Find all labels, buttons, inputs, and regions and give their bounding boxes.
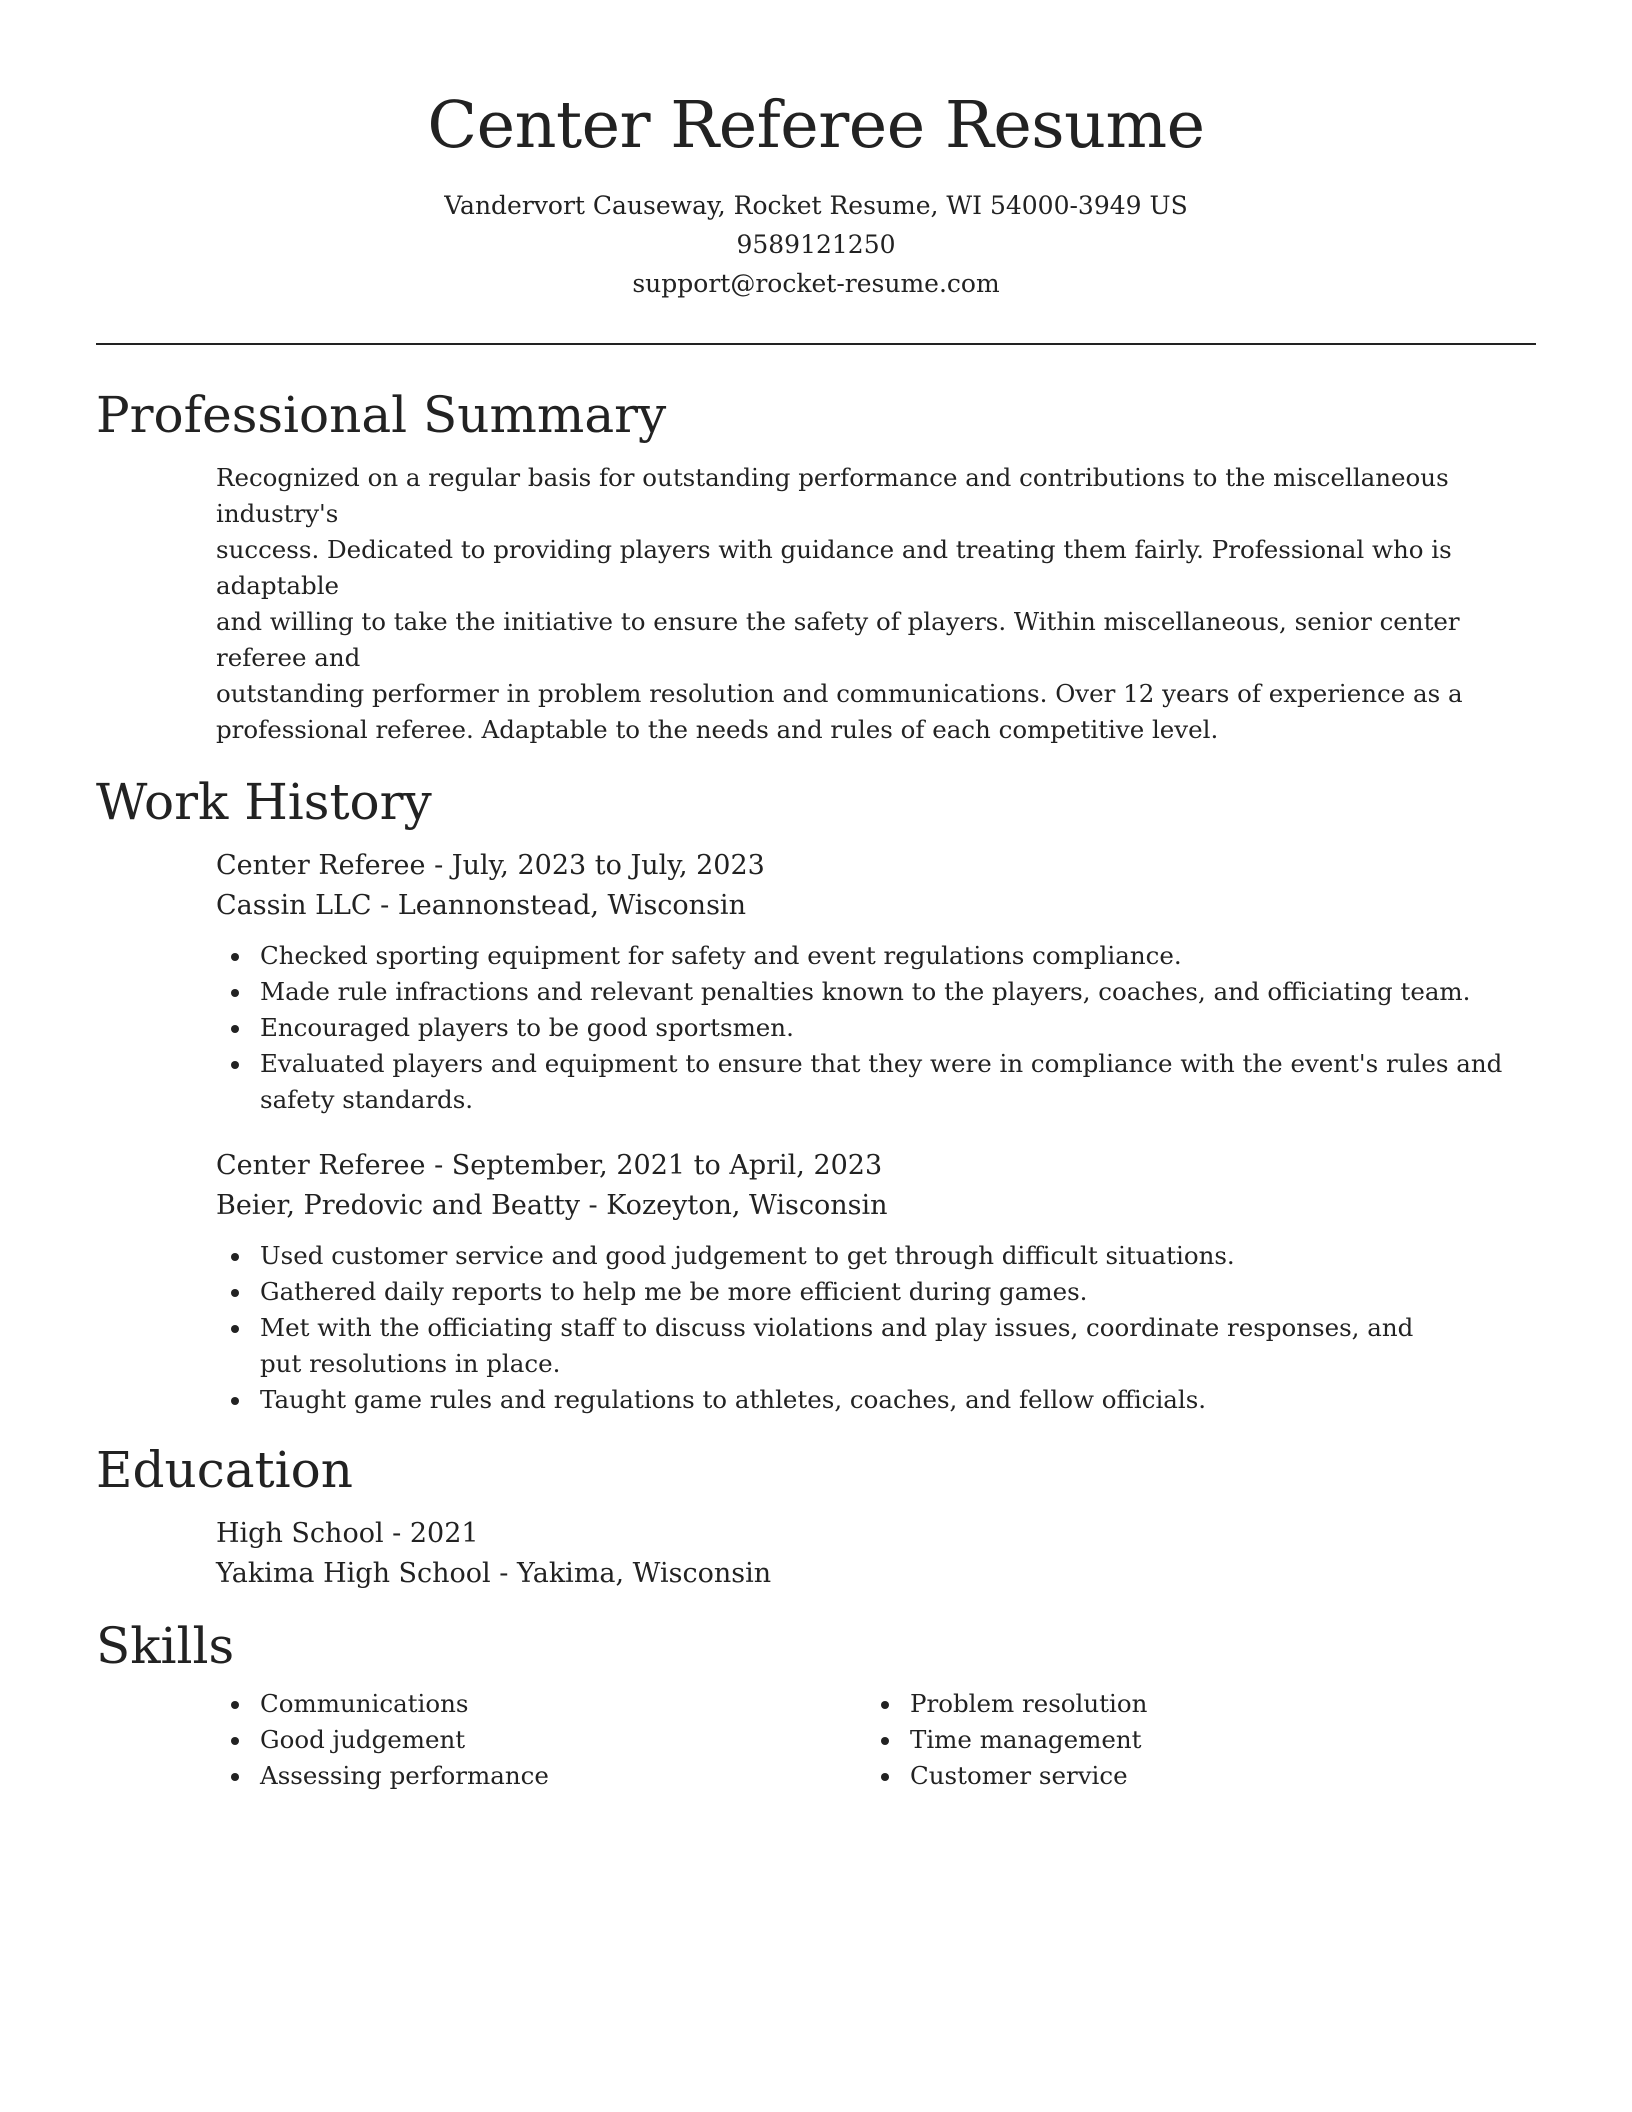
header-divider	[96, 343, 1536, 345]
summary-line: outstanding performer in problem resolution and communications. Over 12 years of experience as a	[216, 679, 1463, 708]
contact-info	[96, 186, 1536, 303]
job-role: Center Referee	[216, 1150, 426, 1181]
work-history-section	[96, 772, 1536, 1418]
education-degree: High School	[216, 1518, 384, 1549]
education-section	[96, 1440, 1536, 1594]
job-duty: Made rule infractions and relevant penalties known to the players, coaches, and officiating team.	[216, 974, 1536, 1010]
job-duty: Taught game rules and regulations to athletes, coaches, and fellow officials.	[216, 1382, 1536, 1418]
job-duty: Met with the officiating staff to discuss violations and play issues, coordinate responses, and put resolutions in place.	[216, 1310, 1536, 1382]
education-school-line	[216, 1554, 1536, 1594]
job-dates: - September, 2021 to April, 2023	[425, 1150, 883, 1181]
summary-line: Recognized on a regular basis for outstanding performance and contributions to the miscellaneous industry's	[216, 463, 1449, 528]
education-year: - 2021	[383, 1518, 479, 1549]
job-entry	[216, 846, 1536, 1118]
skill-item: Good judgement	[216, 1722, 866, 1758]
contact-phone: 9589121250	[736, 230, 896, 259]
education-degree-line	[216, 1514, 1536, 1554]
education-location: - Yakima, Wisconsin	[490, 1558, 772, 1589]
job-duty: Gathered daily reports to help me be more efficient during games.	[216, 1274, 1536, 1310]
job-entry	[216, 1146, 1536, 1418]
resume-page	[96, 0, 1536, 1794]
skills-column-left	[216, 1686, 866, 1794]
summary-heading: Professional Summary	[96, 386, 667, 444]
job-title-line	[216, 846, 1536, 886]
job-dates: - July, 2023 to July, 2023	[425, 850, 765, 881]
skill-item: Time management	[866, 1722, 1516, 1758]
skill-item: Assessing performance	[216, 1758, 866, 1794]
job-duty: Checked sporting equipment for safety and event regulations compliance.	[216, 938, 1536, 974]
skills-column-right	[866, 1686, 1516, 1794]
job-duty: Encouraged players to be good sportsmen.	[216, 1010, 1536, 1046]
education-heading: Education	[96, 1441, 353, 1499]
skill-item: Problem resolution	[866, 1686, 1516, 1722]
page-title: Center Referee Resume	[427, 88, 1205, 163]
summary-line: professional referee. Adaptable to the needs and rules of each competitive level.	[216, 715, 1219, 744]
education-school: Yakima High School	[216, 1558, 491, 1589]
job-duty: Evaluated players and equipment to ensure that they were in compliance with the event's rules and safety standards.	[216, 1046, 1536, 1118]
education-entry	[216, 1514, 1536, 1594]
job-company-line	[216, 886, 1536, 926]
resume-header	[96, 0, 1536, 303]
job-location: - Leannonstead, Wisconsin	[371, 890, 746, 921]
summary-body	[216, 460, 1536, 748]
skills-section	[96, 1616, 1536, 1794]
job-duty: Used customer service and good judgement to get through difficult situations.	[216, 1238, 1536, 1274]
skills-heading: Skills	[96, 1617, 235, 1675]
summary-line: success. Dedicated to providing players with guidance and treating them fairly. Professional who is adaptable	[216, 535, 1452, 600]
skill-item: Customer service	[866, 1758, 1516, 1794]
skill-item: Communications	[216, 1686, 866, 1722]
work-history-heading: Work History	[96, 773, 432, 831]
job-company-line	[216, 1186, 1536, 1226]
job-title-line	[216, 1146, 1536, 1186]
summary-line: and willing to take the initiative to ensure the safety of players. Within miscellaneous, senior center referee and	[216, 607, 1460, 672]
job-company: Beier, Predovic and Beatty	[216, 1190, 580, 1221]
job-location: - Kozeyton, Wisconsin	[579, 1190, 888, 1221]
summary-section	[96, 385, 1536, 748]
contact-address: Vandervort Causeway, Rocket Resume, WI 54000-3949 US	[444, 191, 1188, 220]
skills-grid	[216, 1686, 1536, 1794]
job-role: Center Referee	[216, 850, 426, 881]
contact-email: support@rocket-resume.com	[632, 269, 1000, 298]
job-duties-list	[216, 1238, 1536, 1418]
job-company: Cassin LLC	[216, 890, 372, 921]
job-duties-list	[216, 938, 1536, 1118]
